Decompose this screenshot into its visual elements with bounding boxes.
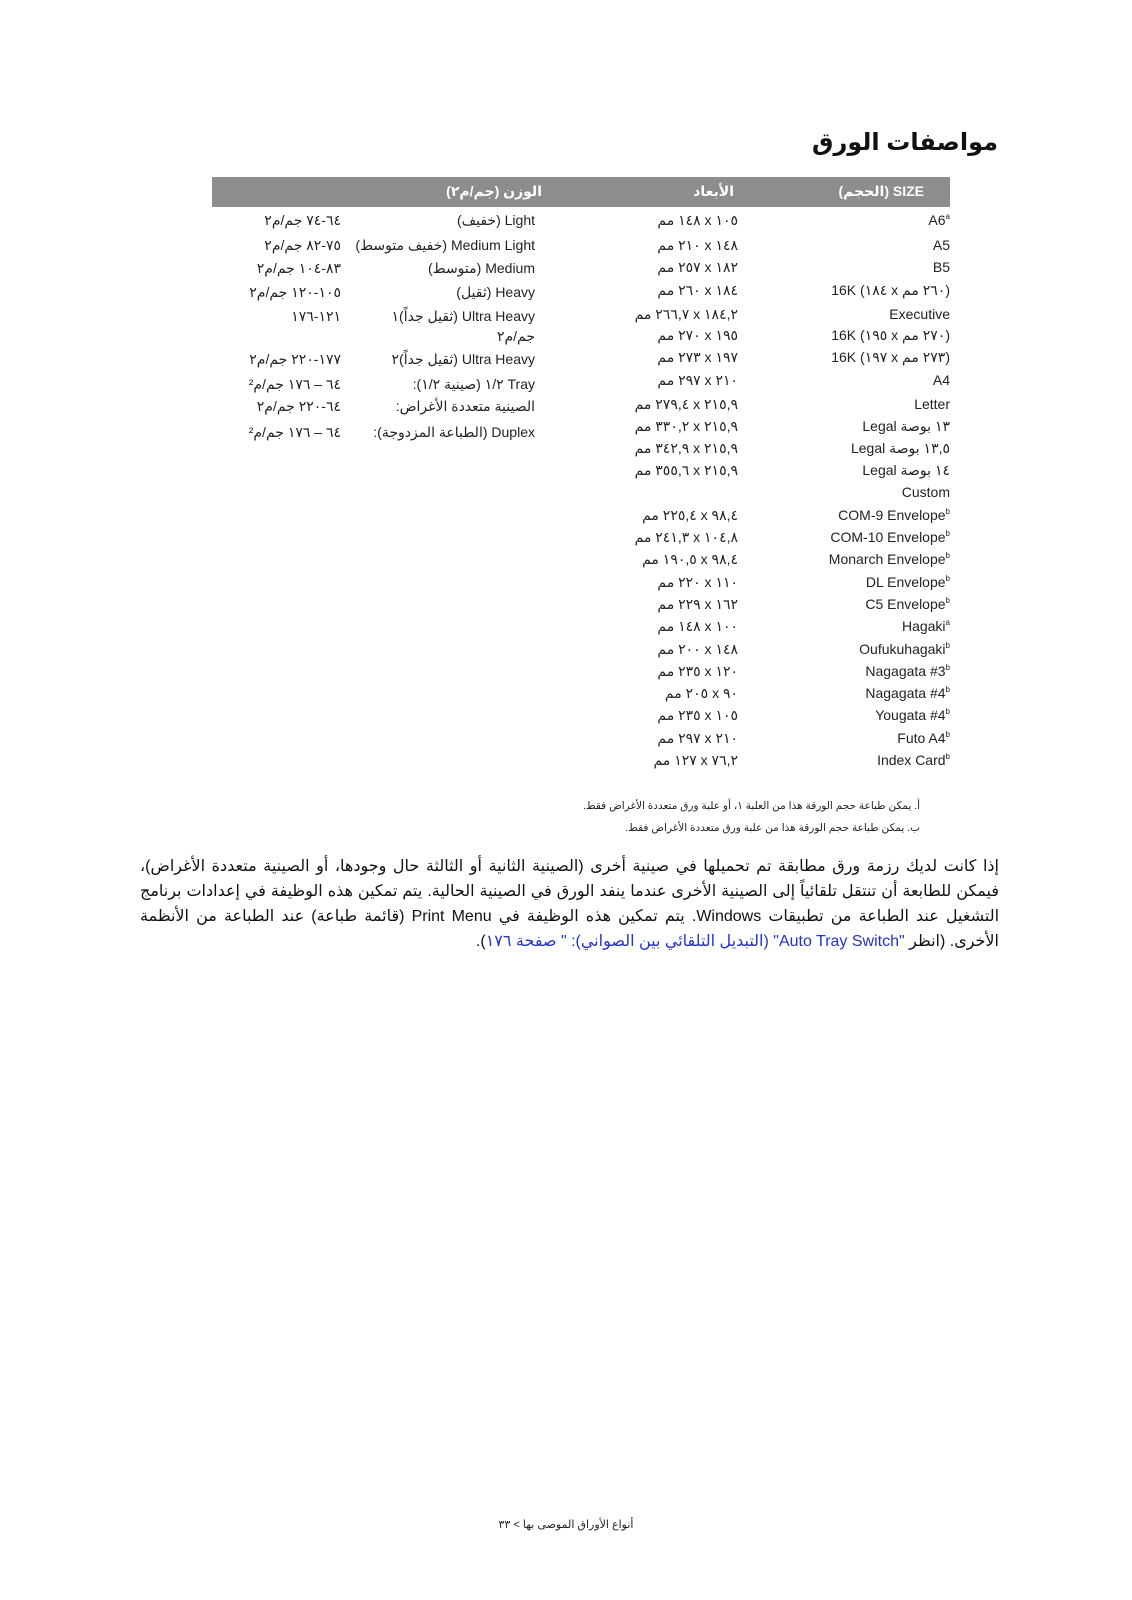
- size-dimensions: ٢١٥,٩ x ٣٤٢,٩ مم: [634, 440, 738, 456]
- header-dimensions: الأبعاد: [693, 183, 734, 199]
- size-dimensions: ٢١٠ x ٢٩٧ مم: [657, 730, 738, 746]
- weight-range: ٦٤ – ١٧٦ جم/م²: [248, 424, 341, 440]
- auto-tray-switch-link[interactable]: "Auto Tray Switch" (التبديل التلقائي بين الصواني): " صفحة ١٧٦: [485, 933, 905, 950]
- size-label: 16K (١٩٧ x ٢٧٣ مم): [831, 349, 950, 365]
- weight-type: Tray ١/٢ (صينية ١/٢):: [412, 376, 535, 392]
- size-label: Nagagata #3: [865, 663, 946, 679]
- weight-range: ١٠٥-١٢٠ جم/م٢: [249, 284, 341, 300]
- size-name: [889, 306, 950, 322]
- size-name: [933, 259, 950, 275]
- size-name: [851, 440, 950, 457]
- size-dimensions: ١٦٢ x ٢٢٩ مم: [657, 596, 738, 612]
- footnote-marker: b: [945, 641, 950, 650]
- weight-type: الصينية متعددة الأغراض:: [395, 398, 535, 414]
- size-name: [902, 484, 950, 500]
- size-dimensions: ١٤٨ x ٢١٠ مم: [657, 237, 738, 253]
- size-name: [865, 596, 950, 612]
- size-dimensions: ١٢٠ x ٢٣٥ مم: [657, 663, 738, 679]
- size-dimensions: ٢١٠ x ٢٩٧ مم: [657, 372, 738, 388]
- size-dimensions: ١٩٥ x ٢٧٠ مم: [657, 327, 738, 343]
- size-dimensions: ١٨٤,٢ x ٢٦٦,٧ مم: [634, 306, 738, 322]
- header-size: SIZE (الحجم): [838, 183, 924, 199]
- size-label: Legal ١٣,٥ بوصة: [850, 440, 950, 456]
- footnote-marker: b: [945, 574, 950, 583]
- size-name: [831, 282, 950, 299]
- header-weight: الوزن (جم/م٢): [446, 183, 542, 199]
- size-label: Executive: [889, 306, 950, 322]
- size-name: [866, 574, 950, 590]
- size-label: A4: [932, 372, 950, 388]
- footnotes: [583, 800, 920, 844]
- size-label: 16K (١٩٥ x ٢٧٠ مم): [831, 327, 950, 343]
- size-name: [933, 372, 950, 388]
- size-name: [859, 641, 950, 657]
- size-dimensions: ١٠٥ x ١٤٨ مم: [657, 212, 738, 228]
- size-dimensions: ٧٦,٢ x ١٢٧ مم: [653, 752, 738, 768]
- footnote-marker: b: [945, 752, 950, 761]
- weight-type: جم/م٢: [496, 328, 535, 344]
- size-label: 16K (١٨٤ x ٢٦٠ مم): [831, 282, 950, 298]
- size-dimensions: ٢١٥,٩ x ٣٥٥,٦ مم: [634, 462, 738, 478]
- size-dimensions: ١٨٤ x ٢٦٠ مم: [657, 282, 738, 298]
- size-label: Nagagata #4: [865, 685, 946, 701]
- size-dimensions: ٩٨,٤ x ١٩٠,٥ مم: [642, 551, 738, 567]
- size-name: [914, 396, 950, 412]
- footnote-marker: b: [945, 529, 950, 538]
- size-label: COM-9 Envelope: [838, 507, 946, 523]
- size-name: [862, 462, 950, 479]
- paragraph-text: إذا كانت لديك رزمة ورق مطابقة تم تحميلها في صينية أخرى (الصينية الثانية أو الثالثة حال وجودها، أو الصينية متعددة الأغراض)، فيمكن للطابعة أن تنتقل تلقائياً إلى الصينية الأخرى عندما ينفد الورق في الصينية الحالية. يتم تمكين هذه الوظيفة في إعدادات برنامج التشغيل عند الطباعة من تطبيقات Windows. يتم تمكين هذه الوظيفة في Print Menu (قائمة طباعة) عند الطباعة من الأنظمة الأخرى. (انظر: [140, 858, 1000, 950]
- size-label: Futo A4: [897, 730, 946, 746]
- size-dimensions: ١٩٧ x ٢٧٣ مم: [657, 349, 738, 365]
- size-name: [877, 752, 950, 768]
- weight-type: Heavy (ثقيل): [456, 284, 535, 300]
- weight-range: ١٧٧-٢٢٠ جم/م٢: [249, 351, 341, 367]
- weight-range: ٦٤ – ١٧٦ جم/م²: [248, 376, 341, 392]
- size-label: Legal ١٤ بوصة: [862, 462, 950, 478]
- footnote-marker: b: [945, 707, 950, 716]
- footnote-marker: b: [945, 507, 950, 516]
- size-name: [865, 685, 950, 701]
- size-label: Legal ١٣ بوصة: [862, 418, 950, 434]
- page-footer: أنواع الأوراق الموصى بها > ٣٣: [498, 1519, 634, 1531]
- size-label: Yougata #4: [875, 707, 946, 723]
- size-dimensions: ١٤٨ x ٢٠٠ مم: [657, 641, 738, 657]
- size-name: [830, 529, 950, 545]
- size-label: Hagaki: [901, 618, 946, 634]
- size-dimensions: ٢١٥,٩ x ٣٣٠,٢ مم: [634, 418, 738, 434]
- size-label: A6: [928, 212, 946, 228]
- size-name: [829, 551, 950, 567]
- weight-type: Light (خفيف): [456, 212, 535, 228]
- size-name: [831, 349, 950, 366]
- size-name: [897, 730, 950, 746]
- size-dimensions: ١٠٤,٨ x ٢٤١,٣ مم: [634, 529, 738, 545]
- size-label: COM-10 Envelope: [830, 529, 946, 545]
- size-label: B5: [932, 259, 950, 275]
- footnote-marker: b: [945, 685, 950, 694]
- footnote-a: أ. يمكن طباعة حجم الورقة هذا من العلبة ١، أو علبة ورق متعددة الأغراض فقط.: [582, 800, 920, 812]
- size-dimensions: ٩٠ x ٢٠٥ مم: [664, 685, 738, 701]
- weight-range: ٦٤-٧٤ جم/م٢: [264, 212, 341, 228]
- weight-range: ١٢١-١٧٦: [291, 308, 341, 324]
- size-name: [902, 618, 950, 634]
- size-label: Letter: [914, 396, 950, 412]
- size-label: Custom: [901, 484, 950, 500]
- weight-range: ٧٥-٨٢ جم/م٢: [264, 237, 341, 253]
- size-name: [865, 663, 950, 679]
- size-label: DL Envelope: [865, 574, 946, 590]
- footnote-marker: b: [945, 730, 950, 739]
- footnote-marker: a: [945, 618, 950, 627]
- footnote-marker: a: [945, 212, 950, 221]
- size-dimensions: ٩٨,٤ x ٢٢٥,٤ مم: [642, 507, 738, 523]
- size-dimensions: ١١٠ x ٢٢٠ مم: [657, 574, 738, 590]
- paragraph-end: ).: [475, 933, 486, 950]
- weight-type: Ultra Heavy (ثقيل جداً)١: [391, 308, 535, 324]
- weight-type: Ultra Heavy (ثقيل جداً)٢: [391, 351, 535, 367]
- weight-range: ٦٤-٢٢٠ جم/م٢: [256, 398, 341, 414]
- footnote-marker: b: [945, 663, 950, 672]
- page-title: مواصفات الورق: [812, 129, 998, 156]
- weight-type: Medium Light (خفيف متوسط): [355, 237, 535, 253]
- footnote-marker: b: [945, 551, 950, 560]
- size-dimensions: ٢١٥,٩ x ٢٧٩,٤ مم: [634, 396, 738, 412]
- size-name: [933, 237, 950, 253]
- size-name: [862, 418, 950, 435]
- size-name: [831, 327, 950, 344]
- size-dimensions: ١٠٠ x ١٤٨ مم: [657, 618, 738, 634]
- size-label: Monarch Envelope: [828, 551, 946, 567]
- size-label: Oufukuhagaki: [859, 641, 946, 657]
- weight-type: Medium (متوسط): [428, 260, 535, 276]
- footnote-marker: b: [945, 596, 950, 605]
- size-label: C5 Envelope: [865, 596, 946, 612]
- footnote-b: ب. يمكن طباعة حجم الورقة هذا من علبة ورق متعددة الأغراض فقط.: [625, 822, 920, 834]
- table-header: [212, 177, 950, 207]
- size-name: [928, 212, 950, 228]
- size-dimensions: ١٠٥ x ٢٣٥ مم: [657, 707, 738, 723]
- size-label: Index Card: [877, 752, 946, 768]
- size-name: [838, 507, 950, 523]
- weight-type: Duplex (الطباعة المزدوجة):: [373, 424, 535, 440]
- size-dimensions: ١٨٢ x ٢٥٧ مم: [657, 259, 738, 275]
- size-name: [875, 707, 950, 723]
- weight-range: ٨٣-١٠٤ جم/م٢: [256, 260, 341, 276]
- size-label: A5: [932, 237, 950, 253]
- tray-switch-paragraph: [140, 854, 999, 954]
